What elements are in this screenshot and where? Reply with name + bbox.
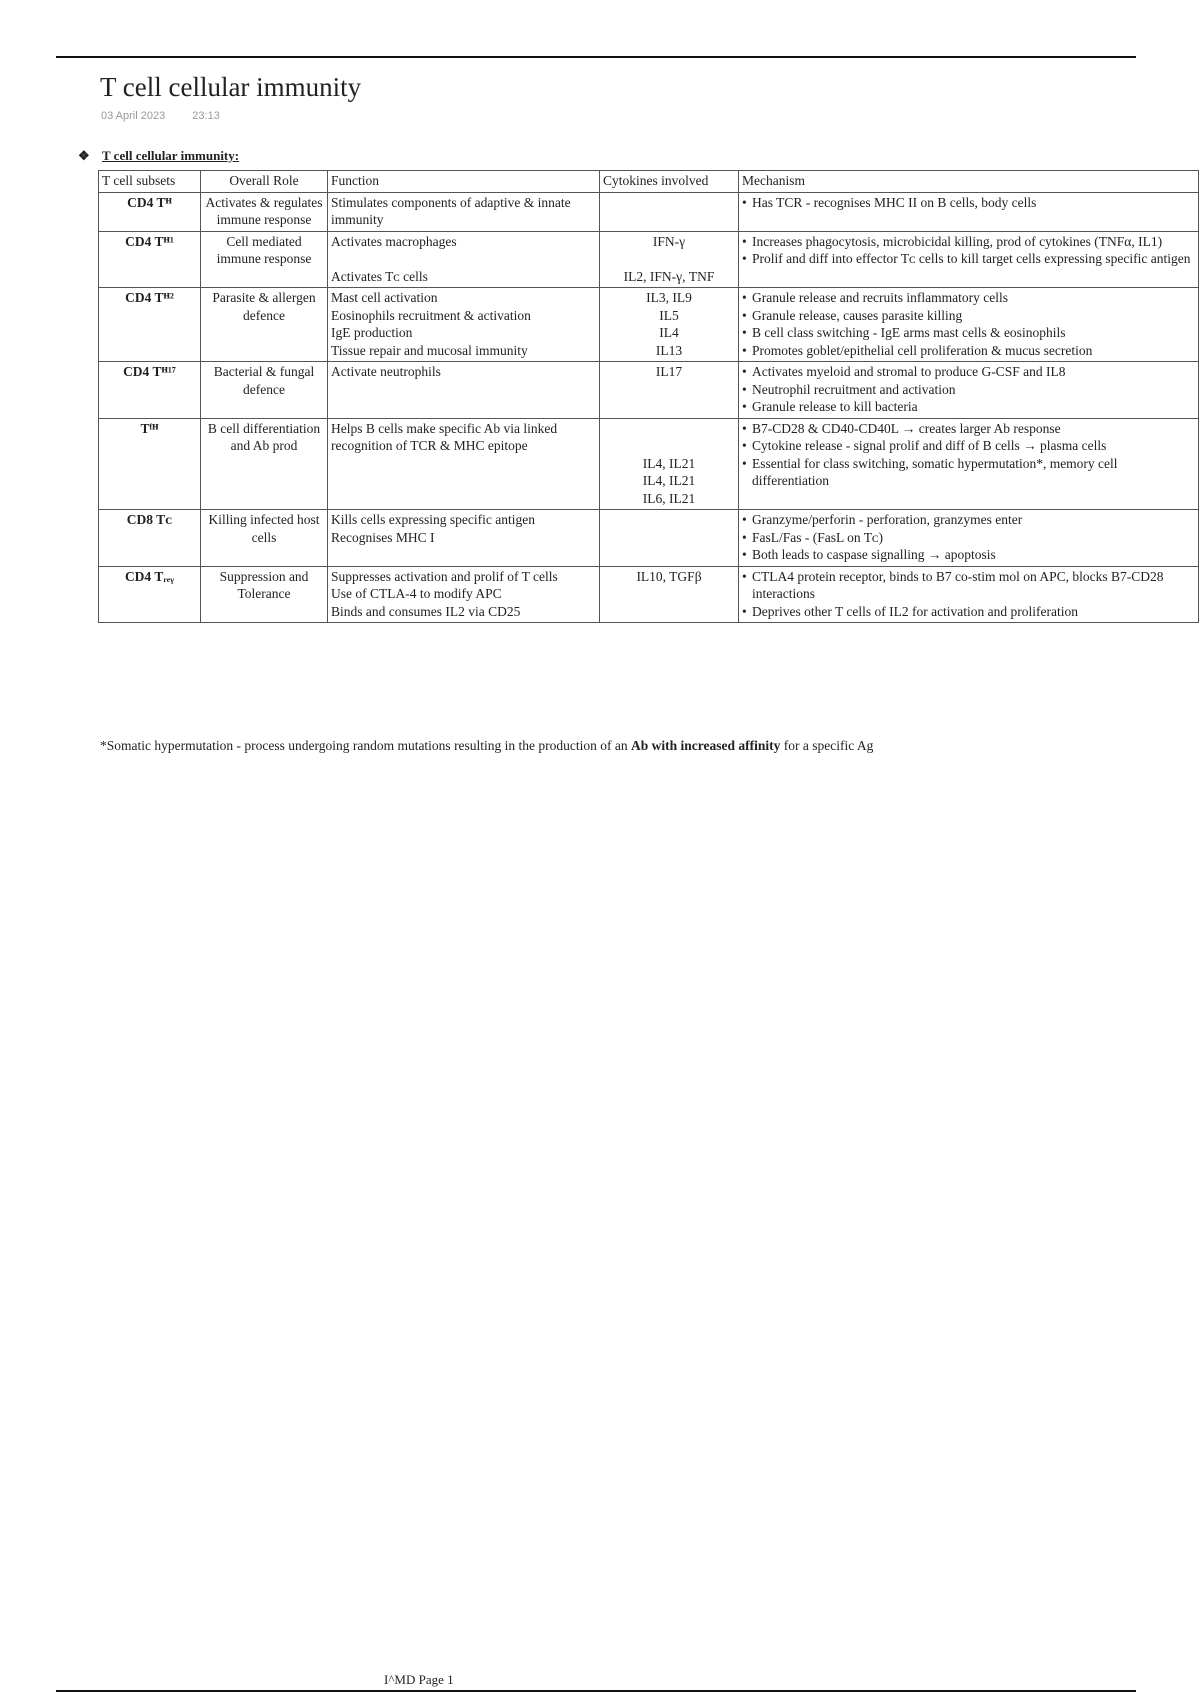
footnote-suffix: for a specific Ag [780, 738, 874, 753]
cytokine-line: IL6, IL21 [642, 490, 696, 506]
table-row [99, 288, 1199, 362]
cell-cytokines [600, 362, 739, 419]
mechanism-bullet: • Granule release and recruits inflammatory cells [742, 289, 1195, 307]
function-line: Mast cell activation [331, 290, 438, 305]
cell-role: Cell mediated immune response [201, 231, 328, 288]
header-function: Function [328, 171, 600, 193]
page-number-label: I^MD Page 1 [384, 1672, 454, 1687]
cytokine-line: IL4, IL21 [642, 455, 696, 471]
cytokine-line: IL5 [659, 307, 679, 323]
mechanism-bullet: • Activates myeloid and stromal to produce G-CSF and IL8 [742, 363, 1195, 381]
cytokine-line: IL4, IL21 [642, 473, 696, 488]
function-line: Kills cells expressing specific antigen [331, 512, 535, 527]
cytokine-line [603, 437, 735, 455]
cell-mechanism [739, 288, 1199, 362]
cytokine-line: IL2, IFN-γ, TNF [623, 268, 715, 284]
cytokine-line [603, 250, 735, 268]
table-row [99, 418, 1199, 510]
cell-cytokines [600, 510, 739, 567]
top-rule [56, 56, 1136, 58]
cell-subset: CD8 Tᴄ [99, 510, 201, 567]
cytokine-line: IL4 [659, 325, 679, 340]
cell-function [328, 231, 600, 288]
table-row [99, 566, 1199, 623]
cell-function [328, 288, 600, 362]
cell-function [328, 566, 600, 623]
cell-cytokines [600, 566, 739, 623]
function-line: Recognises MHC I [331, 529, 435, 545]
cell-cytokines [600, 418, 739, 510]
cell-role: Parasite & allergen defence [201, 288, 328, 362]
cell-mechanism [739, 510, 1199, 567]
table-row [99, 231, 1199, 288]
function-line [331, 250, 596, 268]
diamond-bullet-icon: ❖ [78, 148, 90, 163]
cell-role: Bacterial & fungal defence [201, 362, 328, 419]
cell-mechanism [739, 231, 1199, 288]
section-heading-text: T cell cellular immunity: [102, 148, 240, 163]
cell-function [328, 192, 600, 231]
header-subsets: T cell subsets [99, 171, 201, 193]
mechanism-bullet: • Granule release, causes parasite killing [742, 307, 1195, 325]
cell-mechanism [739, 418, 1199, 510]
cell-cytokines [600, 231, 739, 288]
cytokine-line: IFN-γ [652, 233, 686, 249]
function-line: Use of CTLA-4 to modify APC [331, 586, 502, 601]
cell-subset: CD4 Tᴴ [99, 192, 201, 231]
function-line: Stimulates components of adaptive & innate immunity [331, 194, 571, 227]
cell-subset: CD4 Tᵣₑᵧ [99, 566, 201, 623]
mechanism-bullet: • Has TCR - recognises MHC II on B cells, body cells [742, 194, 1195, 212]
mechanism-bullet: • Both leads to caspase signalling → apoptosis [742, 546, 1195, 564]
page-date: 03 April 2023 [101, 110, 166, 122]
mechanism-bullet: • B cell class switching - IgE arms mast cells & eosinophils [742, 324, 1195, 342]
function-line: Suppresses activation and prolif of T cells [331, 568, 558, 584]
table-row [99, 192, 1199, 231]
cell-function [328, 510, 600, 567]
footnote-prefix: *Somatic hypermutation - process undergoing random mutations resulting in the production of an [100, 738, 632, 753]
mechanism-bullet: • Deprives other T cells of IL2 for activation and proliferation [742, 603, 1195, 621]
cell-role: Activates & regulates immune response [201, 192, 328, 231]
cytokine-line: IL3, IL9 [646, 290, 692, 305]
t-cell-table [98, 170, 1199, 623]
header-cytokines: Cytokines involved [600, 171, 739, 193]
cell-cytokines [600, 192, 739, 231]
footnote-bold: Ab with increased affinity [631, 738, 781, 753]
footnote [100, 738, 873, 754]
function-line: Helps B cells make specific Ab via linked recognition of TCR & MHC epitope [331, 420, 558, 453]
table-row [99, 362, 1199, 419]
section-heading [78, 148, 239, 164]
mechanism-bullet: • Increases phagocytosis, microbicidal killing, prod of cytokines (TNFα, IL1) [742, 233, 1195, 251]
mechanism-bullet: • B7-CD28 & CD40-CD40L → creates larger Ab response [742, 420, 1195, 438]
cytokine-line: IL10, TGFβ [636, 568, 702, 584]
function-line: Eosinophils recruitment & activation [331, 307, 531, 323]
mechanism-bullet: • CTLA4 protein receptor, binds to B7 co-stim mol on APC, blocks B7-CD28 interactions [742, 568, 1195, 603]
cytokine-line [603, 420, 735, 438]
mechanism-bullet: • Granzyme/perforin - perforation, granzymes enter [742, 511, 1195, 529]
mechanism-bullet: • Promotes goblet/epithelial cell proliferation & mucus secretion [742, 342, 1195, 360]
mechanism-bullet: • Neutrophil recruitment and activation [742, 381, 1195, 399]
mechanism-bullet: • Granule release to kill bacteria [742, 398, 1195, 416]
cell-cytokines [600, 288, 739, 362]
mechanism-bullet: • FasL/Fas - (FasL on Tᴄ) [742, 529, 1195, 547]
page-title: T cell cellular immunity [100, 72, 362, 102]
function-line: Binds and consumes IL2 via CD25 [331, 603, 521, 619]
cell-role: B cell differentiation and Ab prod [201, 418, 328, 510]
function-line: IgE production [331, 325, 413, 340]
cell-subset: CD4 Tᴴ¹ [99, 231, 201, 288]
function-line: Activate neutrophils [331, 364, 441, 379]
mechanism-bullet: • Essential for class switching, somatic hypermutation*, memory cell differentiation [742, 455, 1195, 490]
header-role: Overall Role [201, 171, 328, 193]
function-line: Activates macrophages [331, 233, 457, 249]
cell-function [328, 418, 600, 510]
mechanism-bullet: • Cytokine release - signal prolif and diff of B cells → plasma cells [742, 437, 1195, 455]
bottom-rule [56, 1690, 1136, 1692]
cell-mechanism [739, 566, 1199, 623]
cell-subset: CD4 Tᴴ² [99, 288, 201, 362]
page-time: 23:13 [192, 110, 220, 122]
table-header-row [99, 171, 1199, 193]
function-line: Tissue repair and mucosal immunity [331, 342, 528, 358]
cytokine-line: IL13 [655, 342, 683, 358]
cell-role: Suppression and Tolerance [201, 566, 328, 623]
header-mechanism: Mechanism [739, 171, 1199, 193]
cell-subset: CD4 Tᴴ¹⁷ [99, 362, 201, 419]
cell-role: Killing infected host cells [201, 510, 328, 567]
cell-subset: Tᶠᴴ [99, 418, 201, 510]
table-body [99, 192, 1199, 623]
mechanism-bullet: • Prolif and diff into effector Tᴄ cells to kill target cells expressing specific antigen [742, 250, 1195, 268]
cell-mechanism [739, 192, 1199, 231]
page-meta [101, 110, 244, 122]
cell-function [328, 362, 600, 419]
function-line: Activates Tᴄ cells [331, 268, 428, 284]
cell-mechanism [739, 362, 1199, 419]
table-row [99, 510, 1199, 567]
cytokine-line: IL17 [655, 364, 683, 379]
